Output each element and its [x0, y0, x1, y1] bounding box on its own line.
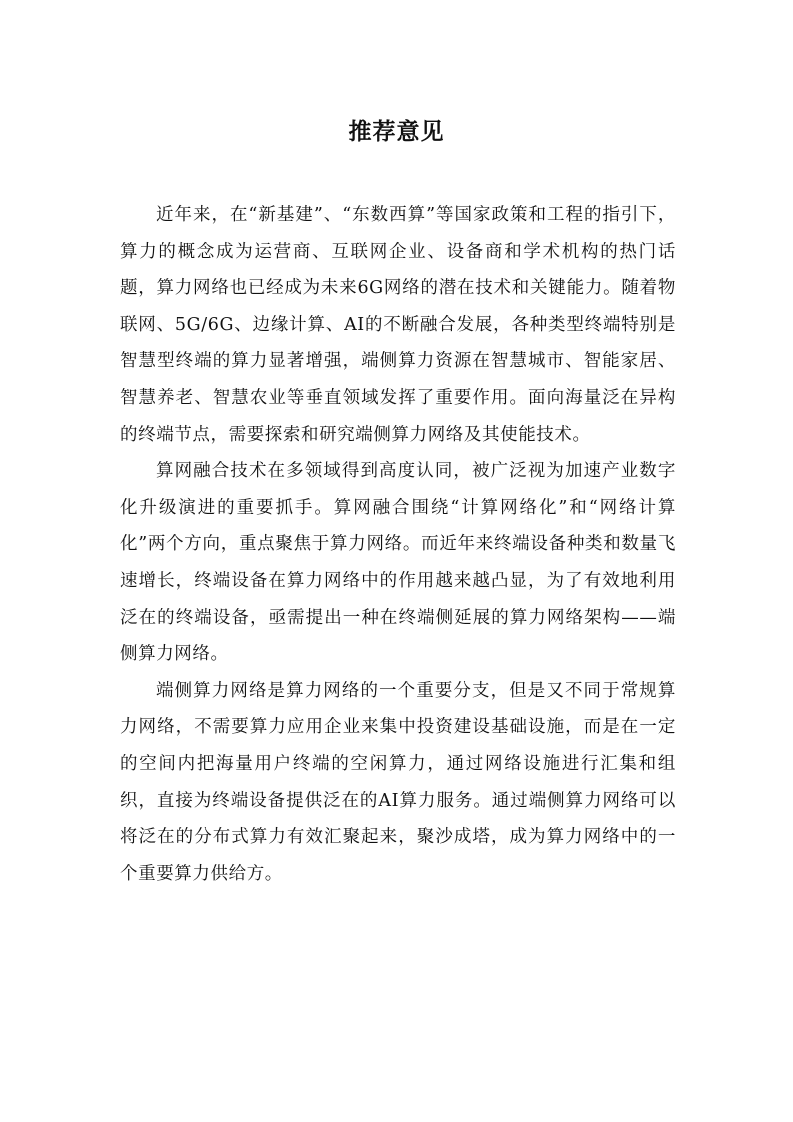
page-title: 推荐意见 — [348, 119, 445, 145]
paragraph-2: 算网融合技术在多领域得到高度认同，被广泛视为加速产业数字化升级演进的重要抓手。算网融合围绕“计算网络化”和“网络计算化”两个方向，重点聚焦于算力网络。而近年来终端设备种类和数量飞速增长，终端设备在算力网络中的作用越来越凸显，为了有效地利用泛在的终端设备，亟需提出一种在终端侧延展的算力网络架构——端侧算力网络。 — [120, 461, 676, 665]
paragraph-3: 端侧算力网络是算力网络的一个重要分支，但是又不同于常规算力网络，不需要算力应用企业来集中投资建设基础设施，而是在一定的空间内把海量用户终端的空闲算力，通过网络设施进行汇集和组织，直接为终端设备提供泛在的AI算力服务。通过端侧算力网络可以将泛在的分布式算力有效汇聚起来，聚沙成塔，成为算力网络中的一个重要算力供给方。 — [120, 680, 676, 884]
paragraph-1: 近年来，在“新基建”、“东数西算”等国家政策和工程的指引下，算力的概念成为运营商、互联网企业、设备商和学术机构的热门话题，算力网络也已经成为未来6G网络的潜在技术和关键能力。随着物联网、5G/6G、边缘计算、AI的不断融合发展，各种类型终端特别是智慧型终端的算力显著增强，端侧算力资源在智慧城市、智能家居、智慧养老、智慧农业等垂直领域发挥了重要作用。面向海量泛在异构的终端节点，需要探索和研究端侧算力网络及其使能技术。 — [120, 205, 676, 445]
document-body — [120, 197, 676, 892]
